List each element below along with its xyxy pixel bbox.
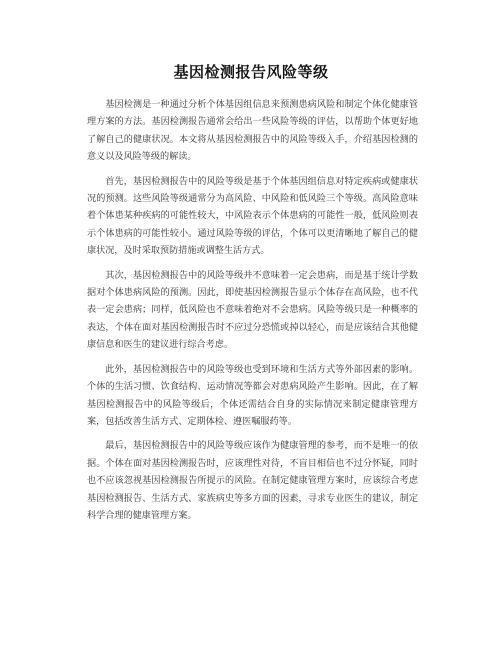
paragraph-first: 首先，基因检测报告中的风险等级是基于个体基因组信息对特定疾病或健康状况的预测。这些风险等级通常分为高风险、中风险和低风险三个等级。高风险意味着个体患某种疾病的可能性较大，中风险表示个体患病的可能性一般，低风险则表示个体患病的可能性较小。通过风险等级的评估，个体可以更清晰地了解自己的健康状况，及时采取预防措施或调整生活方式。 (87, 176, 418, 257)
paragraph-last: 最后，基因检测报告中的风险等级应该作为健康管理的参考，而不是唯一的依据。个体在面对基因检测报告时，应该理性对待，不盲目相信也不过分怀疑，同时也不应该忽视基因检测报告所提示的风险。在制定健康管理方案时，应该综合考虑基因检测报告、生活方式、家族病史等多方面的因素，寻求专业医生的建议，制定科学合理的健康管理方案。 (87, 441, 418, 521)
document-title: 基因检测报告风险等级 (173, 63, 329, 81)
paragraph-second: 其次，基因检测报告中的风险等级并不意味着一定会患病，而是基于统计学数据对个体患病风险的预测。因此，即使基因检测报告显示个体存在高风险，也不代表一定会患病；同样，低风险也不意味着绝对不会患病。风险等级只是一种概率的表达，个体在面对基因检测报告时不应过分恐慌或掉以轻心，而是应该结合其他健康信息和医生的建议进行综合考虑。 (87, 270, 418, 351)
paragraph-third: 此外，基因检测报告中的风险等级也受到环境和生活方式等外部因素的影响。个体的生活习惯、饮食结构、运动情况等都会对患病风险产生影响。因此，在了解基因检测报告中的风险等级后，个体还需结合自身的实际情况来制定健康管理方案，包括改善生活方式、定期体检、遵医嘱服药等。 (87, 364, 418, 427)
paragraph-intro: 基因检测是一种通过分析个体基因组信息来预测患病风险和制定个体化健康管理方案的方法。基因检测报告通常会给出一些风险等级的评估，以帮助个体更好地了解自己的健康状况。本文将从基因检测报告中的风险等级入手，介绍基因检测的意义以及风险等级的解读。 (87, 100, 418, 163)
document-body (87, 97, 418, 532)
